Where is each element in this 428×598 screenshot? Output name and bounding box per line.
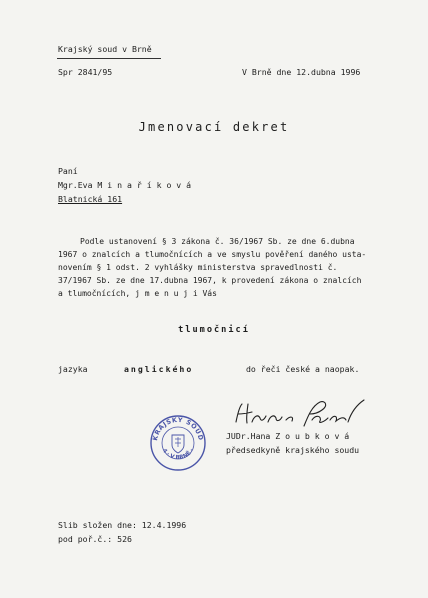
judge-title: předsedkyně krajského soudu	[226, 445, 360, 455]
language-prefix: jazyka	[58, 364, 88, 374]
body-line: Podle ustanovení § 3 zákona č. 36/1967 Sb. ze dne 6.dubna	[80, 237, 355, 246]
addressee-address: Blatnická 161	[58, 194, 123, 204]
body-line: 37/1967 Sb. ze dne 17.dubna 1967, k provedení zákona o znalcích	[58, 276, 362, 285]
place-date: V Brně dne 12.dubna 1996	[242, 67, 361, 77]
svg-text:KRAJSKÝ SOUD: KRAJSKÝ SOUD	[151, 415, 205, 442]
addressee-name: Mgr.Eva M i n a ř í k o v á	[58, 180, 192, 190]
document-title: Jmenovací dekret	[138, 120, 290, 134]
court-name: Krajský soud v Brně	[58, 44, 152, 54]
salutation: Paní	[58, 166, 78, 176]
court-underline	[57, 58, 161, 59]
language-name: anglického	[124, 364, 194, 374]
oath-date: Slib složen dne: 12.4.1996	[58, 520, 187, 530]
body-line: 1967 o znalcích a tlumočnících a ve smyslu pověření daného ustа-	[58, 250, 367, 259]
language-suffix: do řeči české a naopak.	[246, 364, 360, 374]
appointed-role: tlumočnicí	[178, 325, 250, 335]
register-number: pod poř.č.: 526	[58, 534, 132, 544]
court-seal-stamp	[148, 413, 208, 473]
reference-number: Spr 2841/95	[58, 67, 113, 77]
judge-signature	[230, 396, 370, 430]
body-line: a tlumočnících, j m e n u j i Vás	[58, 289, 217, 298]
svg-text:4 · V BRNĚ ·: 4 · V BRNĚ ·	[160, 447, 196, 462]
judge-name: JUDr.Hana Z o u b k o v á	[226, 431, 350, 441]
body-line: novením § 1 odst. 2 vyhlášky ministerstva spravedlnosti č.	[58, 263, 338, 272]
